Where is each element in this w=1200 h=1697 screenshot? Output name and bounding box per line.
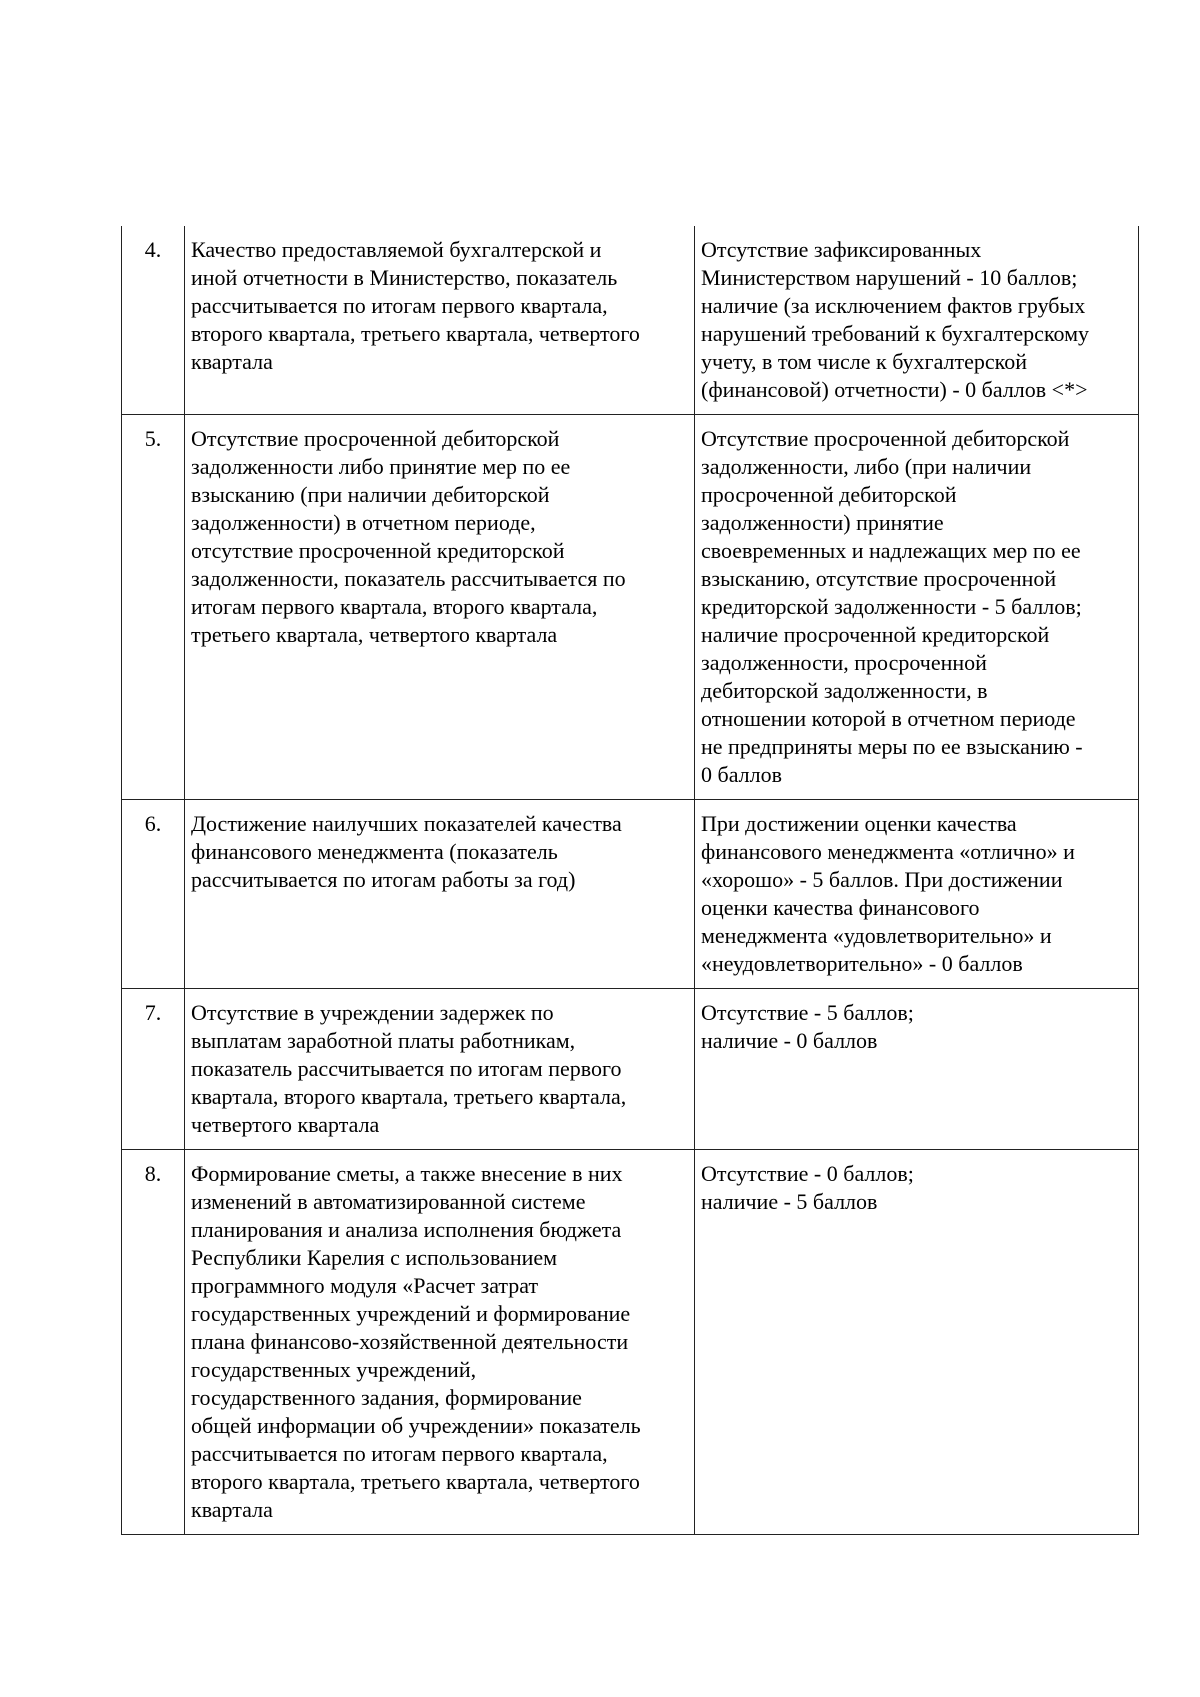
- table-row: [122, 415, 1139, 800]
- indicator-cell: [185, 989, 695, 1150]
- criteria-text: Отсутствие - 5 баллов; наличие - 0 баллов: [701, 1000, 914, 1053]
- row-number-text: 7.: [144, 1000, 162, 1025]
- criteria-cell: [695, 800, 1139, 989]
- indicator-cell: [185, 226, 695, 415]
- indicator-cell: [185, 1150, 695, 1535]
- indicators-table: [121, 226, 1139, 1535]
- criteria-text: При достижении оценки качества финансового менеджмента «отлично» и «хорошо» - 5 баллов. При достижении оценки качества финансового менеджмента «удовлетворительно» и «неудовлетворительно» - 0 баллов: [701, 811, 1075, 976]
- row-number-text: 6.: [144, 811, 162, 836]
- indicator-cell: [185, 415, 695, 800]
- table-row: [122, 800, 1139, 989]
- row-number-text: 4.: [144, 237, 162, 262]
- criteria-cell: [695, 415, 1139, 800]
- row-number: [122, 226, 185, 415]
- indicator-text: Достижение наилучших показателей качества финансового менеджмента (показатель рассчитывается по итогам работы за год): [191, 811, 622, 892]
- indicator-text: Формирование сметы, а также внесение в них изменений в автоматизированной системе планирования и анализа исполнения бюджета Республики Карелия с использованием программного модуля «Расчет затрат государственных учреждений и формирование плана финансово-хозяйственной деятельности государственных учреждений, государственного задания, формирование общей информации об учреждении» показатель рассчитывается по итогам первого квартала, второго квартала, третьего квартала, четвертого квартала: [191, 1161, 641, 1522]
- criteria-cell: [695, 226, 1139, 415]
- row-number: [122, 415, 185, 800]
- criteria-text: Отсутствие зафиксированных Министерством нарушений - 10 баллов; наличие (за исключением фактов грубых нарушений требований к бухгалтерскому учету, в том числе к бухгалтерской (финансовой) отчетности) - 0 баллов <*>: [701, 237, 1090, 402]
- criteria-text: Отсутствие - 0 баллов; наличие - 5 баллов: [701, 1161, 914, 1214]
- indicator-cell: [185, 800, 695, 989]
- criteria-cell: [695, 989, 1139, 1150]
- table-row: [122, 226, 1139, 415]
- indicator-text: Отсутствие в учреждении задержек по выплатам заработной платы работникам, показатель рассчитывается по итогам первого квартала, второго квартала, третьего квартала, четвертого квартала: [191, 1000, 627, 1137]
- table-row: [122, 1150, 1139, 1535]
- table-row: [122, 989, 1139, 1150]
- row-number: [122, 989, 185, 1150]
- row-number-text: 8.: [144, 1161, 162, 1186]
- indicator-text: Качество предоставляемой бухгалтерской и иной отчетности в Министерство, показатель рассчитывается по итогам первого квартала, второго квартала, третьего квартала, четвертого квартала: [191, 237, 640, 374]
- row-number-text: 5.: [144, 426, 162, 451]
- criteria-cell: [695, 1150, 1139, 1535]
- indicator-text: Отсутствие просроченной дебиторской задолженности либо принятие мер по ее взысканию (при наличии дебиторской задолженности) в отчетном периоде, отсутствие просроченной кредиторской задолженности, показатель рассчитывается по итогам первого квартала, второго квартала, третьего квартала, четвертого квартала: [191, 426, 626, 647]
- row-number: [122, 800, 185, 989]
- row-number: [122, 1150, 185, 1535]
- criteria-text: Отсутствие просроченной дебиторской задолженности, либо (при наличии просроченной дебиторской задолженности) принятие своевременных и надлежащих мер по ее взысканию, отсутствие просроченной кредиторской задолженности - 5 баллов; наличие просроченной кредиторской задолженности, просроченной дебиторской задолженности, в отношении которой в отчетном периоде не предприняты меры по ее взысканию - 0 баллов: [701, 426, 1083, 787]
